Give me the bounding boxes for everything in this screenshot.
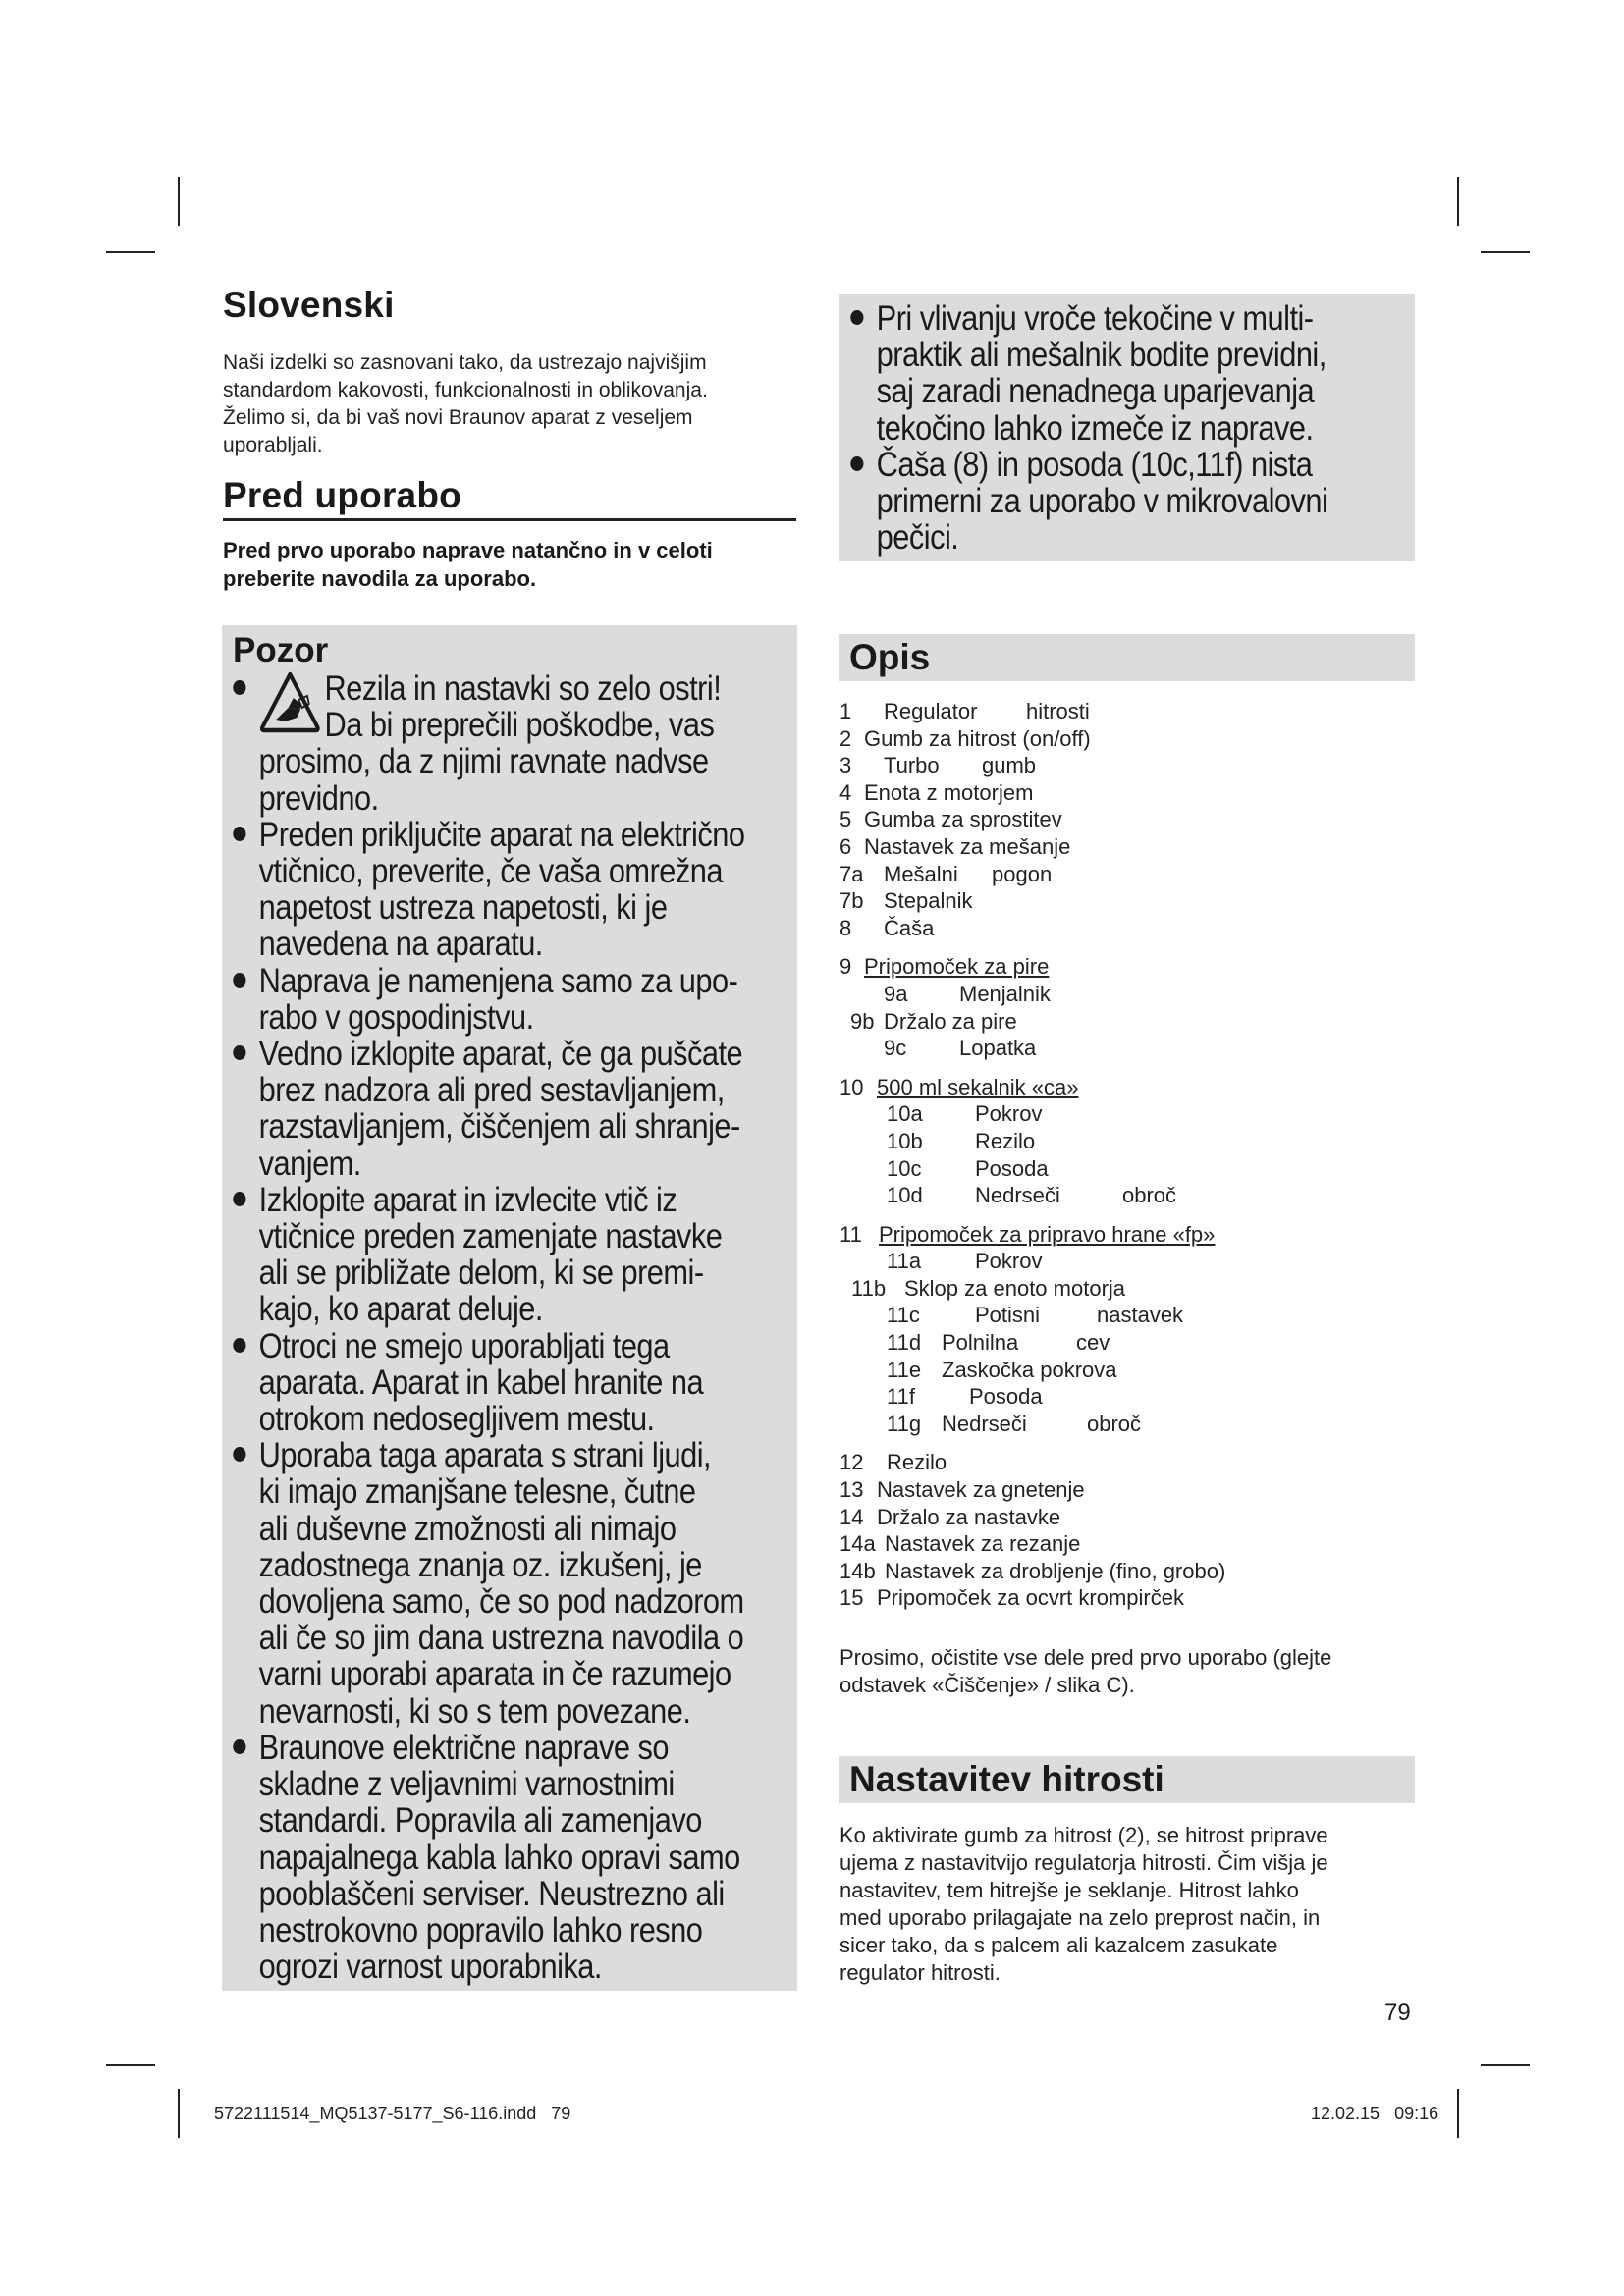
caution-item bbox=[228, 1328, 798, 1438]
item-number: 11g bbox=[887, 1411, 922, 1436]
warning-line: primerni za uporabo v mikrovalovni bbox=[876, 482, 1328, 521]
item-number: 10a bbox=[887, 1101, 923, 1127]
item-label: Sklop za enoto motorja bbox=[904, 1275, 1126, 1301]
warning-line: Pri vlivanju vroče tekočine v multi- bbox=[876, 299, 1314, 338]
list-item bbox=[839, 953, 1419, 981]
item-label: Nastavek za rezanje bbox=[885, 1531, 1081, 1557]
crop-mark bbox=[106, 2064, 155, 2066]
list-item bbox=[839, 725, 1419, 753]
caution-line: previdno. bbox=[258, 778, 379, 818]
item-number: 10d bbox=[887, 1183, 923, 1208]
speed-line: med uporabo prilagajate na zelo preprost način, in bbox=[839, 1905, 1321, 1930]
caution-line: Izklopite aparat in izvlecite vtič iz bbox=[258, 1180, 677, 1219]
item-label: 500 ml sekalnik «ca» bbox=[877, 1074, 1079, 1099]
list-item bbox=[839, 1530, 1419, 1558]
item-label: Polnilna bbox=[942, 1330, 1019, 1356]
bullet-icon bbox=[233, 1447, 245, 1462]
crop-mark bbox=[1457, 2089, 1459, 2138]
crop-mark bbox=[1481, 251, 1530, 253]
bullet-icon bbox=[850, 310, 863, 325]
caution-line: vanjem. bbox=[258, 1144, 361, 1183]
warning-line: Čaša (8) in posoda (10c,11f) nista bbox=[876, 445, 1313, 484]
caution-item bbox=[228, 963, 798, 1036]
item-number: 11 bbox=[839, 1221, 862, 1247]
caution-line: nestrokovno popravilo lahko resno bbox=[258, 1910, 703, 1949]
caution-line: ogrozi varnost uporabnika. bbox=[258, 1948, 602, 1987]
caution-item bbox=[228, 1730, 798, 1985]
caution-line: pooblaščeni serviser. Neustrezno ali bbox=[258, 1874, 725, 1913]
item-number: 12 bbox=[839, 1450, 864, 1475]
item-label: Turbo bbox=[884, 753, 940, 778]
item-number: 11c bbox=[887, 1303, 920, 1328]
item-number: 2 bbox=[839, 725, 852, 751]
bullet-icon bbox=[233, 1045, 245, 1060]
item-label: Posoda bbox=[969, 1384, 1043, 1410]
item-label: nastavek bbox=[1097, 1303, 1184, 1328]
item-number: 14a bbox=[839, 1531, 876, 1557]
item-label: cev bbox=[1076, 1330, 1110, 1356]
item-label: Nedrseči bbox=[942, 1411, 1027, 1436]
item-number: 1 bbox=[839, 699, 852, 723]
list-item bbox=[839, 1476, 1419, 1504]
list-item bbox=[839, 1357, 1419, 1384]
item-number: 10b bbox=[887, 1128, 923, 1153]
list-item bbox=[839, 1128, 1419, 1155]
caution-line: kajo, ko aparat deluje. bbox=[258, 1290, 543, 1329]
warning-line: tekočino lahko izmeče iz naprave. bbox=[876, 408, 1314, 448]
page-title: Slovenski bbox=[223, 285, 395, 325]
warning-line: saj zaradi nenadnega uparjevanja bbox=[876, 372, 1315, 411]
warning-list bbox=[845, 300, 1493, 556]
item-number: 11a bbox=[887, 1249, 922, 1274]
speed-line: nastavitev, tem hitrejše je seklanje. Hitrost lahko bbox=[839, 1878, 1299, 1902]
list-item bbox=[839, 1411, 1419, 1438]
section-heading-description: Opis bbox=[839, 634, 1415, 681]
caution-box bbox=[222, 625, 797, 1991]
list-item bbox=[839, 1182, 1419, 1209]
caution-line: standardi. Popravila ali zamenjavo bbox=[258, 1801, 702, 1841]
caution-line: ki imajo zmanjšane telesne, čutne bbox=[258, 1472, 696, 1512]
bullet-icon bbox=[233, 1739, 245, 1754]
bullet-icon bbox=[850, 456, 863, 471]
list-item bbox=[839, 1008, 1419, 1036]
before-use-text bbox=[223, 536, 802, 593]
crop-mark bbox=[178, 2089, 180, 2138]
caution-line: rabo v gospodinjstvu. bbox=[258, 997, 534, 1037]
section-heading-before-use: Pred uporabo bbox=[223, 475, 796, 521]
bullet-icon bbox=[233, 1338, 245, 1353]
caution-line: varni uporabi aparata in če razumejo bbox=[258, 1655, 731, 1694]
list-item bbox=[839, 1155, 1419, 1183]
list-item bbox=[839, 1100, 1419, 1128]
item-number: 13 bbox=[839, 1477, 864, 1503]
item-label: Posoda bbox=[975, 1155, 1049, 1181]
caution-line: navedena na aparatu. bbox=[258, 925, 543, 964]
caution-item bbox=[228, 817, 798, 963]
item-label: Zaskočka pokrova bbox=[942, 1357, 1117, 1382]
bullet-icon bbox=[233, 973, 245, 988]
caution-line: skladne z veljavnimi varnostnimi bbox=[258, 1765, 675, 1804]
bullet-icon bbox=[233, 1192, 245, 1206]
caution-line: vtičnico, preverite, če vaša omrežna bbox=[258, 852, 723, 891]
list-item bbox=[839, 1584, 1419, 1612]
item-number: 14b bbox=[839, 1558, 876, 1583]
item-label: Menjalnik bbox=[959, 981, 1051, 1006]
speed-line: Ko aktivirate gumb za hitrost (2), se hitrost priprave bbox=[839, 1823, 1328, 1847]
list-item bbox=[839, 1383, 1419, 1411]
item-label: Stepalnik bbox=[884, 888, 973, 914]
item-number: 6 bbox=[839, 833, 852, 859]
caution-list bbox=[228, 670, 876, 1985]
item-label: Pokrov bbox=[975, 1249, 1043, 1274]
item-label: Čaša bbox=[884, 915, 935, 940]
caution-line: aparata. Aparat in kabel hranite na bbox=[258, 1362, 704, 1402]
item-number: 15 bbox=[839, 1585, 864, 1611]
note-line: Prosimo, očistite vse dele pred prvo uporabo (glejte bbox=[839, 1645, 1332, 1670]
list-item bbox=[839, 1329, 1419, 1357]
caution-item bbox=[228, 1182, 798, 1328]
list-item bbox=[839, 1558, 1419, 1585]
item-label: Rezilo bbox=[887, 1450, 947, 1475]
list-item bbox=[839, 752, 1419, 779]
caution-item bbox=[228, 1036, 798, 1182]
item-number: 9 bbox=[839, 954, 852, 980]
footer-file-info: 5722111514_MQ5137-5177_S6-116.indd 79 bbox=[214, 2104, 571, 2123]
caution-line: Otroci ne smejo uporabljati tega bbox=[258, 1326, 670, 1365]
item-label: obroč bbox=[1087, 1411, 1142, 1436]
caution-line: Da bi preprečili poškodbe, vas bbox=[324, 706, 715, 745]
list-item bbox=[839, 887, 1419, 915]
list-item bbox=[839, 981, 1419, 1008]
caution-line: Vedno izklopite aparat, če ga puščate bbox=[258, 1035, 743, 1074]
item-label: Lopatka bbox=[959, 1036, 1037, 1061]
caution-line: Rezila in nastavki so zelo ostri! bbox=[324, 669, 722, 708]
list-item bbox=[839, 1302, 1419, 1329]
item-label: Nastavek za mešanje bbox=[864, 833, 1071, 859]
item-number: 7b bbox=[839, 888, 864, 914]
item-number: 10c bbox=[887, 1155, 922, 1181]
list-item bbox=[839, 1504, 1419, 1531]
caution-line: ali če so jim dana ustrezna navodila o bbox=[258, 1619, 744, 1658]
cleaning-note bbox=[839, 1644, 1429, 1699]
list-item bbox=[839, 1035, 1419, 1062]
caution-line: prosimo, da z njimi ravnate nadvse bbox=[258, 742, 709, 781]
item-number: 9a bbox=[884, 981, 908, 1006]
speed-text bbox=[839, 1822, 1429, 1987]
item-number: 11b bbox=[851, 1275, 887, 1301]
list-item bbox=[839, 861, 1419, 888]
blade-warning-icon bbox=[259, 670, 321, 733]
item-number: 14 bbox=[839, 1504, 864, 1529]
before-use-line: Pred prvo uporabo naprave natančno in v celoti bbox=[223, 538, 713, 562]
item-label: Pripomoček za pire bbox=[864, 954, 1050, 980]
item-number: 11e bbox=[887, 1357, 922, 1382]
list-item bbox=[839, 1221, 1419, 1249]
crop-mark bbox=[106, 251, 155, 253]
caution-line: otrokom nedosegljivem mestu. bbox=[258, 1400, 655, 1439]
speed-line: ujema z nastavitvijo regulatorja hitrosti. Čim višja je bbox=[839, 1850, 1328, 1875]
speed-line: regulator hitrosti. bbox=[839, 1960, 1001, 1985]
item-label: Potisni bbox=[975, 1303, 1041, 1328]
intro-line: standardom kakovosti, funkcionalnosti in oblikovanja. bbox=[223, 379, 708, 401]
caution-line: Braunove električne naprave so bbox=[258, 1728, 670, 1767]
item-label: Nastavek za drobljenje (fino, grobo) bbox=[885, 1558, 1226, 1583]
list-item bbox=[839, 779, 1419, 807]
item-label: pogon bbox=[992, 861, 1053, 886]
caution-title: Pozor bbox=[233, 631, 329, 669]
crop-mark bbox=[1481, 2064, 1530, 2066]
crop-mark bbox=[1457, 177, 1459, 226]
caution-line: vtičnice preden zamenjate nastavke bbox=[258, 1217, 723, 1256]
caution-item bbox=[228, 1437, 798, 1730]
intro-text bbox=[223, 349, 802, 459]
intro-line: Naši izdelki so zasnovani tako, da ustrezajo najvišjim bbox=[223, 351, 707, 374]
caution-line: nevarnosti, ki so s tem povezane. bbox=[258, 1691, 691, 1731]
list-item bbox=[839, 1074, 1419, 1101]
bullet-icon bbox=[233, 827, 245, 841]
list-item bbox=[839, 915, 1419, 942]
microwave-warning-box bbox=[839, 294, 1415, 561]
item-label: Držalo za pire bbox=[884, 1008, 1017, 1034]
item-label: Rezilo bbox=[975, 1128, 1036, 1153]
caution-line: Uporaba taga aparata s strani ljudi, bbox=[258, 1436, 712, 1475]
caution-line: zadostnega znanja oz. izkušenj, je bbox=[258, 1545, 702, 1584]
caution-line: Naprava je namenjena samo za upo- bbox=[258, 961, 738, 1000]
footer-date: 12.02.15 09:16 bbox=[1311, 2104, 1439, 2123]
item-number: 10 bbox=[839, 1074, 864, 1099]
caution-line: Preden priključite aparat na električno bbox=[258, 815, 745, 854]
item-number: 11f bbox=[887, 1384, 915, 1410]
caution-line: napajalnega kabla lahko opravi samo bbox=[258, 1838, 740, 1877]
item-label: Pripomoček za pripravo hrane «fp» bbox=[879, 1221, 1216, 1247]
caution-line: napetost ustreza napetosti, ki je bbox=[258, 888, 668, 928]
item-number: 7a bbox=[839, 861, 864, 886]
item-number: 11d bbox=[887, 1330, 922, 1356]
list-item bbox=[839, 698, 1419, 725]
parts-list bbox=[839, 698, 1419, 1612]
list-item bbox=[839, 833, 1419, 861]
list-item bbox=[839, 1275, 1419, 1303]
item-number: 9c bbox=[884, 1036, 907, 1061]
note-line: odstavek «Čiščenje» / slika C). bbox=[839, 1673, 1135, 1697]
list-item bbox=[839, 806, 1419, 833]
warning-line: pečici. bbox=[876, 518, 959, 558]
item-label: Enota z motorjem bbox=[864, 779, 1034, 805]
item-number: 8 bbox=[839, 915, 852, 940]
item-label: Nastavek za gnetenje bbox=[877, 1477, 1085, 1503]
intro-line: uporabljali. bbox=[223, 434, 323, 456]
before-use-line: preberite navodila za uporabo. bbox=[223, 566, 537, 591]
item-label: Pripomoček za ocvrt krompirček bbox=[877, 1585, 1184, 1611]
caution-item bbox=[228, 670, 798, 817]
item-label: Gumba za sprostitev bbox=[864, 807, 1062, 832]
list-item bbox=[839, 1248, 1419, 1275]
item-label: Gumb za hitrost (on/off) bbox=[864, 725, 1091, 751]
crop-mark bbox=[178, 177, 180, 226]
caution-line: ali se približate delom, ki se premi- bbox=[258, 1254, 704, 1293]
caution-line: dovoljena samo, če so pod nadzorom bbox=[258, 1582, 744, 1622]
bullet-icon bbox=[233, 680, 245, 695]
item-label: hitrosti bbox=[1026, 699, 1090, 723]
list-item bbox=[839, 1449, 1419, 1476]
caution-line: razstavljanjem, čiščenjem ali shranje- bbox=[258, 1107, 740, 1147]
item-label: Regulator bbox=[884, 699, 978, 723]
warning-item bbox=[845, 447, 1416, 557]
item-number: 3 bbox=[839, 753, 852, 778]
item-label: Nedrseči bbox=[975, 1183, 1060, 1208]
item-label: Pokrov bbox=[975, 1101, 1043, 1127]
caution-line: ali duševne zmožnosti ali nimajo bbox=[258, 1509, 677, 1548]
warning-item bbox=[845, 300, 1416, 447]
warning-line: praktik ali mešalnik bodite previdni, bbox=[876, 336, 1326, 375]
item-number: 5 bbox=[839, 807, 852, 832]
section-heading-speed: Nastavitev hitrosti bbox=[839, 1756, 1415, 1803]
item-number: 9b bbox=[850, 1008, 875, 1034]
item-number: 4 bbox=[839, 779, 852, 805]
speed-line: sicer tako, da s palcem ali kazalcem zasukate bbox=[839, 1933, 1278, 1957]
item-label: gumb bbox=[982, 753, 1037, 778]
caution-line: brez nadzora ali pred sestavljanjem, bbox=[258, 1071, 725, 1110]
item-label: obroč bbox=[1122, 1183, 1177, 1208]
intro-line: Želimo si, da bi vaš novi Braunov aparat z veseljem bbox=[223, 406, 693, 429]
item-label: Mešalni bbox=[884, 861, 958, 886]
item-label: Držalo za nastavke bbox=[877, 1504, 1061, 1529]
page-number: 79 bbox=[1384, 2000, 1411, 2026]
